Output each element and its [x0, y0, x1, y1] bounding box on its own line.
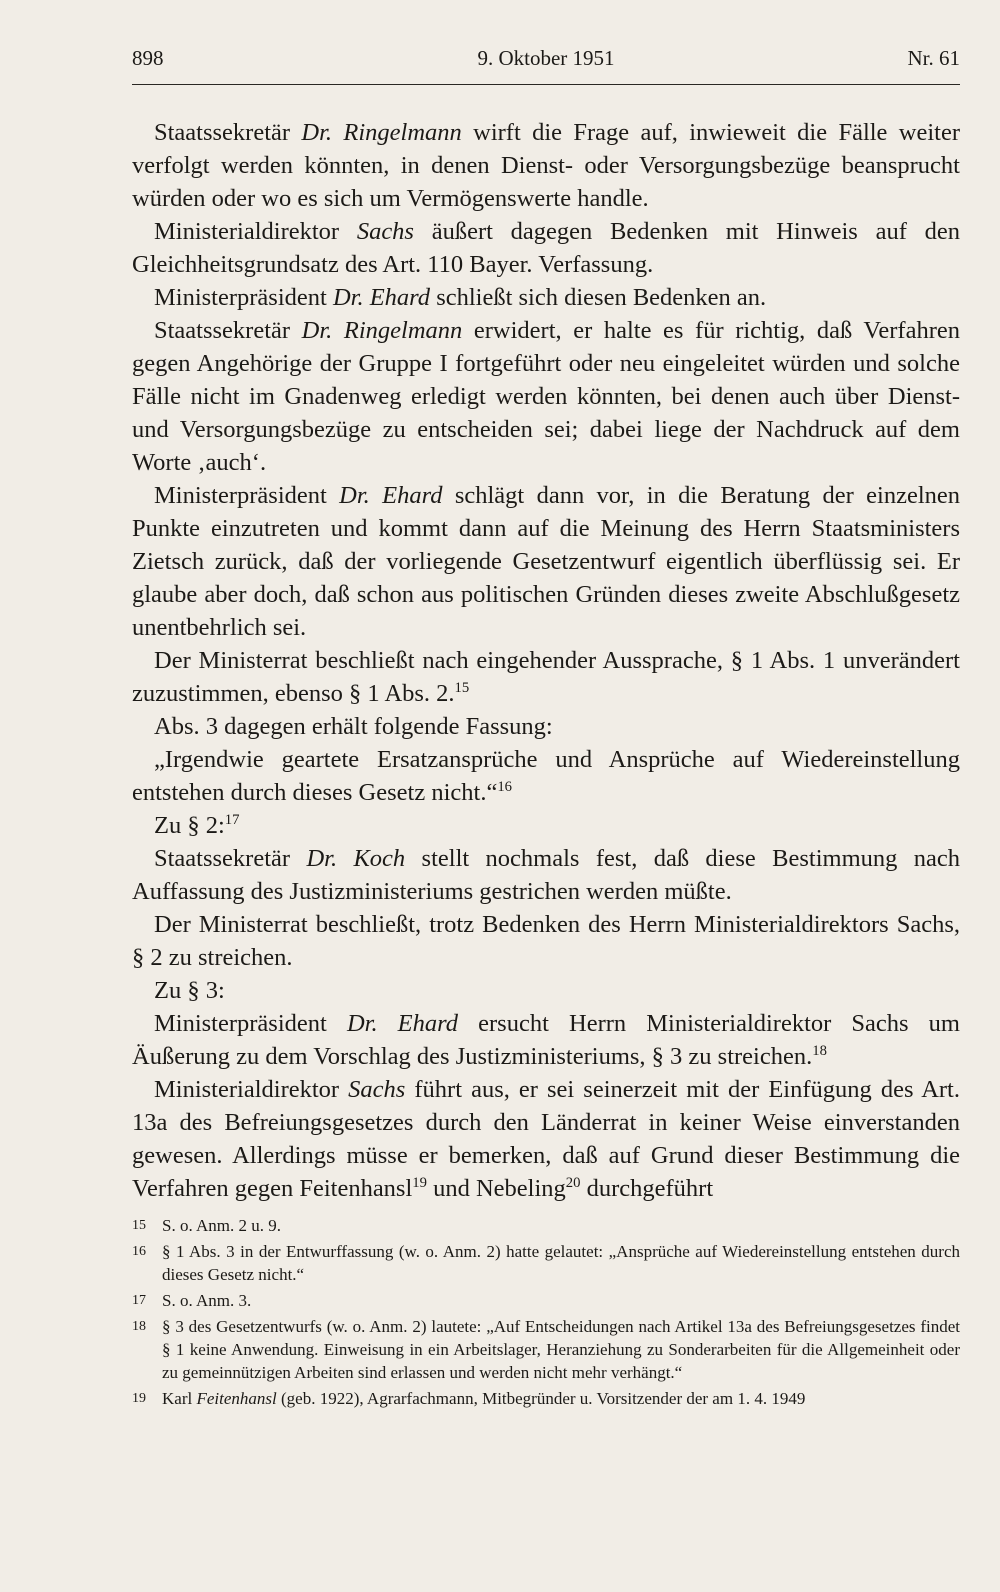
footnote-ref: 20	[565, 1174, 581, 1191]
header-rule	[132, 84, 960, 85]
footnote-number: 16	[132, 1244, 146, 1259]
speaker-name: Dr. Ringelmann	[301, 119, 462, 146]
footnote-ref: 19	[412, 1174, 427, 1191]
paragraph: Der Ministerrat beschließt nach eingehender Aussprache, § 1 Abs. 1 unverändert zuzustimmen, ebenso § 1 Abs. 2.15	[132, 647, 960, 707]
paragraph: Staatssekretär Dr. Ringelmann erwidert, er halte es für richtig, daß Verfahren gegen Angehörige der Gruppe I fortgeführt oder neu eingeleitet würden und solche Fälle nicht im Gnadenweg erledigt werden könnten, bei denen auch über Dienst- und Versorgungsbezüge zu entscheiden sei; dabei liege der Nachdruck auf dem Worte ‚auch‘.	[132, 317, 960, 476]
speaker-name: Dr. Ehard	[346, 1010, 459, 1037]
speaker-name: Sachs	[356, 218, 414, 245]
footnote-number: 17	[132, 1293, 146, 1308]
paragraph: Ministerialdirektor Sachs führt aus, er sei seinerzeit mit der Einfügung des Art. 13a des Befreiungsgesetzes durch den Länderrat in keiner Weise einverstanden gewesen. Allerdings müsse er bemerken, daß auf Grund dieser Bestimmung die Verfahren gegen Feitenhansl$^{19}$ und Nebeling$^{20}$ durchgeführt	[132, 1076, 960, 1202]
footnote-ref: 16	[497, 778, 513, 795]
footnote-number: 19	[132, 1391, 146, 1406]
footnote-ref: 15	[454, 679, 470, 696]
footnote-ref: 18	[812, 1042, 827, 1059]
footnote: 18 § 3 des Gesetzentwurfs (w. o. Anm. 2) lautete: „Auf Entscheidungen nach Artikel 13a des Befreiungsgesetzes findet § 1 keine Anwendung. Einweisung in ein Arbeitslager, Heranziehung zu Sonderarbeiten für die Allgemeinheit oder zu gemeinnützigen Arbeiten sind erlassen und werden nicht mehr verhängt.“	[132, 1317, 960, 1382]
footnote-number: 15	[132, 1218, 146, 1233]
speaker-name: Dr. Ringelmann	[301, 317, 463, 344]
section-heading: Zu § 2:$^{17}$	[154, 811, 240, 839]
running-header	[132, 46, 960, 80]
person-name: Feitenhansl	[196, 1389, 277, 1408]
page-number: 898	[132, 46, 164, 70]
footnotes	[132, 1214, 960, 1413]
paragraph: Staatssekretär Dr. Ringelmann wirft die Frage auf, inwieweit die Fälle weiter verfolgt werden könnten, in denen Dienst- oder Versorgungsbezüge beansprucht würden oder wo es sich um Vermögenswerte handle.	[132, 119, 960, 212]
section-heading: Zu § 3:	[154, 977, 225, 1004]
speaker-name: Dr. Ehard	[339, 482, 443, 509]
footnote-ref: 17	[224, 811, 240, 828]
paragraph: Staatssekretär Dr. Koch stellt nochmals fest, daß diese Bestimmung nach Auffassung des Justizministeriums gestrichen werden müßte.	[132, 845, 960, 905]
speaker-name: Dr. Ehard	[332, 284, 431, 311]
paragraph: Abs. 3 dagegen erhält folgende Fassung:	[154, 713, 553, 740]
paragraph: Ministerialdirektor Sachs äußert dagegen Bedenken mit Hinweis auf den Gleichheitsgrundsatz des Art. 110 Bayer. Verfassung.	[132, 218, 960, 278]
speaker-name: Sachs	[348, 1076, 406, 1103]
header-date: 9. Oktober 1951	[477, 46, 615, 70]
paragraph: Ministerpräsident Dr. Ehard schlägt dann vor, in die Beratung der einzelnen Punkte einzutreten und kommt dann auf die Meinung des Herrn Staatsministers Zietsch zurück, daß der vorliegende Gesetzentwurf eigentlich überflüssig sei. Er glaube aber doch, daß schon aus politischen Gründen dieses zweite Abschlußgesetz unentbehrlich sei.	[132, 482, 960, 641]
footnote: 16 § 1 Abs. 3 in der Entwurffassung (w. o. Anm. 2) hatte gelautet: „Ansprüche auf Wiedereinstellung entstehen durch dieses Gesetz nicht.“	[132, 1242, 960, 1284]
footnote-number: 18	[132, 1319, 146, 1334]
footnote: 15 S. o. Anm. 2 u. 9.	[132, 1216, 282, 1235]
footnote: 19 Karl Feitenhansl (geb. 1922), Agrarfachmann, Mitbegründer u. Vorsitzender der am 1. 4. 1949	[132, 1389, 806, 1408]
paragraph: Ministerpräsident Dr. Ehard schließt sich diesen Bedenken an.	[154, 284, 767, 311]
paragraph: Ministerpräsident Dr. Ehard ersucht Herrn Ministerialdirektor Sachs um Äußerung zu dem Vorschlag des Justizministeriums, § 3 zu streichen.$^{18}$	[132, 1010, 960, 1070]
main-text	[132, 116, 960, 1205]
speaker-name: Dr. Koch	[306, 845, 406, 872]
paragraph: „Irgendwie geartete Ersatzansprüche und Ansprüche auf Wiedereinstellung entstehen durch dieses Gesetz nicht.“$^{16}$	[132, 746, 960, 806]
paragraph: Der Ministerrat beschließt, trotz Bedenken des Herrn Ministerialdirektors Sachs, § 2 zu streichen.	[132, 911, 960, 971]
issue-number: Nr. 61	[907, 46, 960, 70]
footnote: 17 S. o. Anm. 3.	[132, 1291, 252, 1310]
